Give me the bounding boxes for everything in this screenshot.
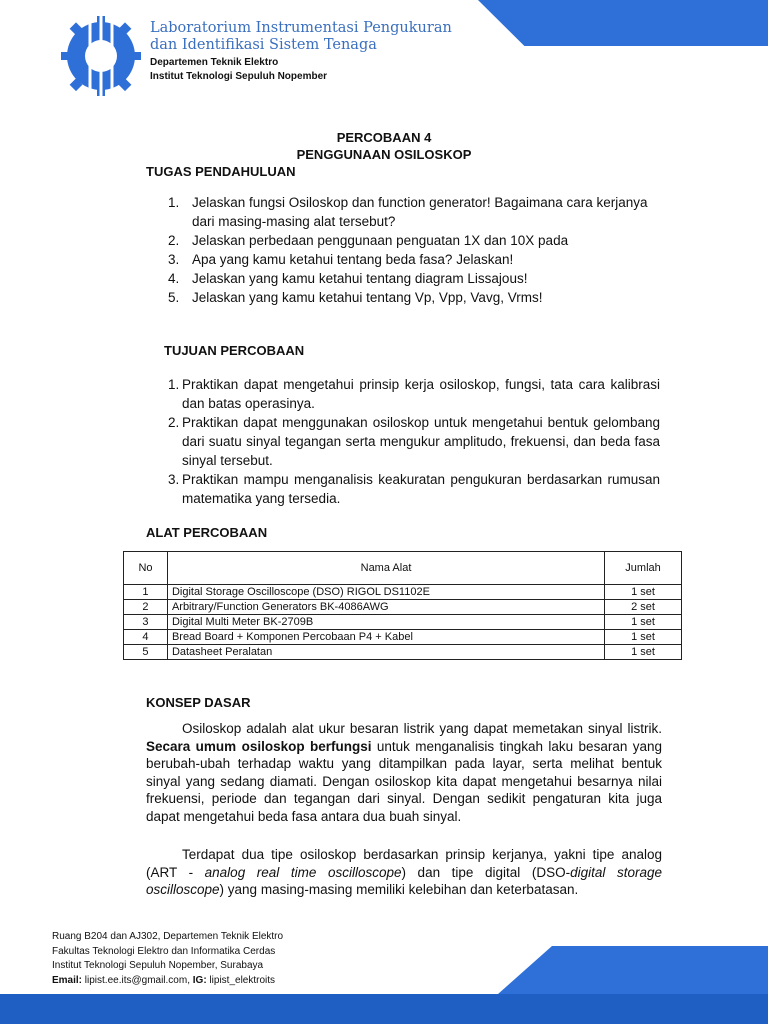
tujuan-list [168, 375, 660, 508]
institution-logo-icon [60, 6, 142, 98]
konsep-paragraph-1: Osiloskop adalah alat ukur besaran listrik yang dapat memetakan sinyal listrik. Secara umum osiloskop berfungsi untuk menganalisis tingkah laku besaran yang berubah-ubah terhadap waktu yang ditampilkan pada layar, serta melihat bentuk sinyal yang sedang diamati. Dengan osiloskop kita dapat mengetahui besarnya nilai frekuensi, periode dan tegangan dari sinyal. Dengan sedikit pengaturan kita juga dapat mengetahui beda fasa antara dua buah sinyal. [146, 721, 662, 824]
lab-name-line2: dan Identifikasi Sistem Tenaga [150, 37, 377, 53]
konsep-paragraph-2: Terdapat dua tipe osiloskop berdasarkan prinsip kerjanya, yakni tipe analog (ART - analog real time oscilloscope) dan tipe digital (DSO-digital storage oscilloscope) yang masing-masing memiliki kelebihan dan keterbatasan. [146, 847, 662, 898]
list-item: 2. Jelaskan perbedaan penggunaan penguatan 1X dan 10X pada [168, 233, 569, 248]
konsep-heading: KONSEP DASAR [146, 695, 251, 710]
column-header-nama-alat: Nama Alat [167, 552, 604, 585]
footer-accent-triangle [498, 946, 768, 994]
table-row: 4 Bread Board + Komponen Percobaan P4 + Kabel 1 set [124, 630, 682, 645]
list-item: 5. Jelaskan yang kamu ketahui tentang Vp, Vpp, Vavg, Vrms! [168, 290, 543, 305]
table-row: 2 Arbitrary/Function Generators BK-4086AWG 2 set [124, 600, 682, 615]
department-info [150, 56, 327, 84]
lab-name [150, 20, 452, 54]
tugas-heading: TUGAS PENDAHULUAN [146, 164, 296, 179]
list-item: 4. Jelaskan yang kamu ketahui tentang diagram Lissajous! [168, 271, 528, 286]
list-item: 1. Praktikan dapat mengetahui prinsip kerja osiloskop, fungsi, tata cara kalibrasi dan batas operasinya. [168, 377, 660, 411]
instagram-handle: lipist_elektroits [206, 974, 276, 986]
footer-room-line: Ruang B204 dan AJ302, Departemen Teknik Elektro [52, 931, 284, 942]
footer-address [52, 930, 283, 988]
alat-heading: ALAT PERCOBAAN [146, 525, 268, 540]
tugas-list [168, 193, 658, 307]
column-header-no: No [124, 552, 168, 585]
department-line: Departemen Teknik Elektro [150, 57, 279, 68]
list-item: 3. Apa yang kamu ketahui tentang beda fasa? Jelaskan! [168, 252, 514, 267]
column-header-jumlah: Jumlah [605, 552, 682, 585]
list-item: 2. Praktikan dapat menggunakan osiloskop untuk mengetahui bentuk gelombang dari suatu sinyal tegangan serta mengukur amplitudo, frekuensi, dan beda fasa sinyal tersebut. [168, 415, 660, 468]
experiment-title: PENGGUNAAN OSILOSKOP [296, 147, 472, 162]
table-header-row [124, 552, 682, 585]
footer-faculty-line: Fakultas Teknologi Elektro dan Informatika Cerdas [52, 945, 276, 957]
list-item: 1. Jelaskan fungsi Osiloskop dan function generator! Bagaimana cara kerjanya dari masing-masing alat tersebut? [168, 195, 648, 229]
header-accent-band [478, 0, 768, 46]
footer-accent-band [0, 994, 768, 1024]
table-row: 3 Digital Multi Meter BK-2709B 1 set [124, 615, 682, 630]
email-link: lipist.ee.its@gmail.com, [82, 974, 193, 986]
experiment-number: PERCOBAAN 4 [336, 130, 432, 145]
lab-name-line1: Laboratorium Instrumentasi Pengukuran [150, 20, 452, 36]
list-item: 3. Praktikan mampu menganalisis keakuratan pengukuran berdasarkan rumusan matematika yang tersedia. [168, 472, 660, 506]
footer-contact-line: Email: lipist.ee.its@gmail.com, IG: lipist_elektroits [52, 974, 276, 986]
footer-institute-line: Institut Teknologi Sepuluh Nopember, Surabaya [52, 960, 264, 971]
table-row: 1 Digital Storage Oscilloscope (DSO) RIGOL DS1102E 1 set [124, 585, 682, 600]
equipment-table [123, 551, 682, 660]
tujuan-heading: TUJUAN PERCOBAAN [164, 343, 305, 358]
table-row: 5 Datasheet Peralatan 1 set [124, 645, 682, 660]
institute-line: Institut Teknologi Sepuluh Nopember [150, 71, 328, 82]
